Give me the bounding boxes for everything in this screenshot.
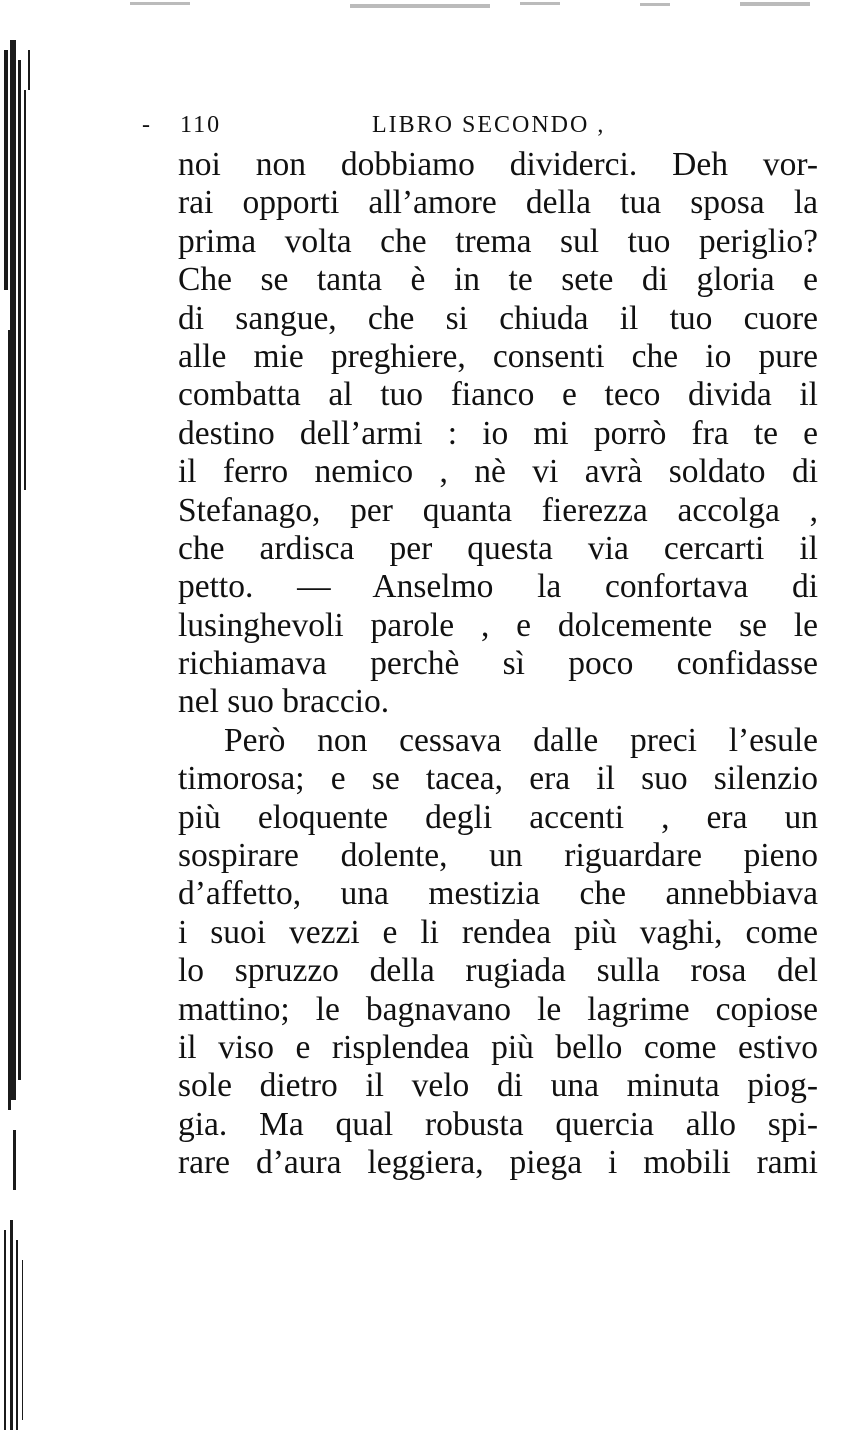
text-line: sole dietro il velo di una minuta piog- <box>178 1067 818 1105</box>
text-line: di sangue, che si chiuda il tuo cuore <box>178 299 818 337</box>
text-line: noi non dobbiamo dividerci. Deh vor- <box>178 146 818 183</box>
text-line: prima volta che trema sul tuo periglio? <box>178 222 818 260</box>
binding-gutter <box>0 30 40 1430</box>
text-line: Che se tanta è in te sete di gloria e <box>178 261 818 299</box>
body-text <box>178 146 818 1183</box>
text-line: alle mie preghiere, consenti che io pure <box>178 337 818 375</box>
scan-specks <box>120 0 820 20</box>
text-line: timorosa; e se tacea, era il suo silenzio <box>178 760 818 798</box>
text-line: lusinghevoli parole , e dolcemente se le <box>178 606 818 644</box>
text-line: petto. — Anselmo la confortava di <box>178 568 818 606</box>
text-line: Stefanago, per quanta fierezza accolga , <box>178 491 818 529</box>
paragraph-end-line: nel suo braccio. <box>178 683 390 721</box>
text-line: destino dell’armi : io mi porrò fra te e <box>178 414 818 452</box>
page-number: 110 <box>180 112 222 138</box>
text-line: lo spruzzo della rugiada sulla rosa del <box>178 952 818 990</box>
text-line: rai opporti all’amore della tua sposa la <box>178 184 818 222</box>
text-line: i suoi vezzi e li rendea più vaghi, come <box>178 913 818 951</box>
text-line: che ardisca per questa via cercarti il <box>178 529 818 567</box>
text-line: combatta al tuo fianco e teco divida il <box>178 376 818 414</box>
page-header <box>142 112 820 148</box>
paragraph-start-line: Però non cessava dalle preci l’esule <box>224 721 818 759</box>
text-line: rare d’aura leggiera, piega i mobili rami <box>178 1144 818 1182</box>
header-mark: - <box>142 112 152 138</box>
text-line: richiamava perchè sì poco confidasse <box>178 645 818 683</box>
text-line: mattino; le bagnavano le lagrime copiose <box>178 990 818 1028</box>
text-line: più eloquente degli accenti , era un <box>178 798 818 836</box>
text-line: gia. Ma qual robusta quercia allo spi- <box>178 1105 818 1143</box>
text-line: d’affetto, una mestizia che annebbiava <box>178 875 818 913</box>
text-line: il ferro nemico , nè vi avrà soldato di <box>178 453 818 491</box>
running-head: LIBRO SECONDO , <box>372 112 606 138</box>
text-line: il viso e risplendea più bello come estivo <box>178 1028 818 1066</box>
text-line: sospirare dolente, un riguardare pieno <box>178 837 818 875</box>
